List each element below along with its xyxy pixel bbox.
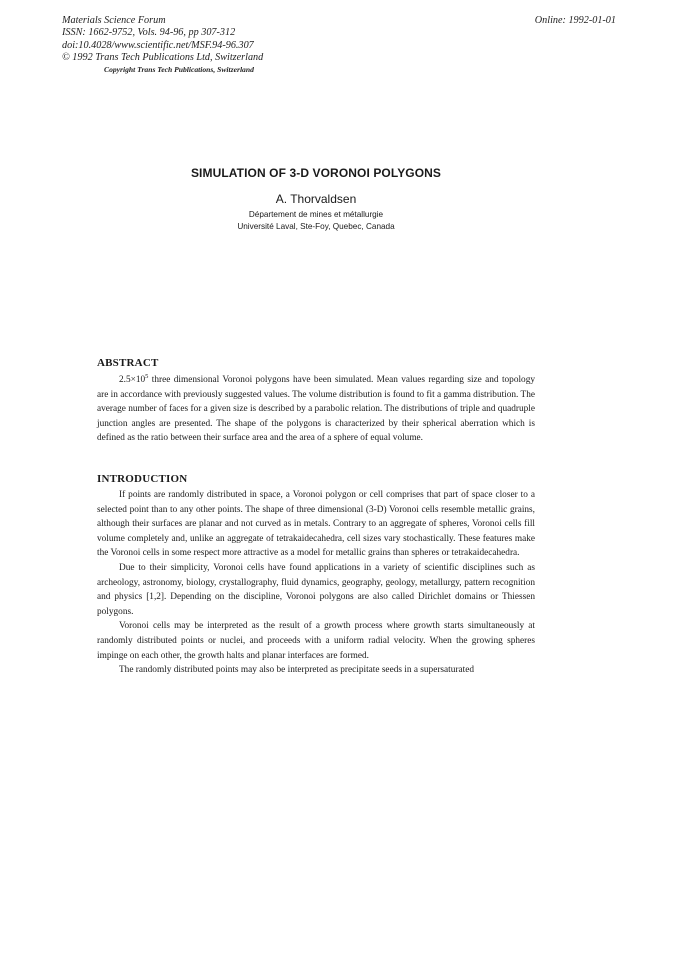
online-date: Online: 1992-01-01 — [534, 15, 616, 26]
journal-name: Materials Science Forum — [62, 15, 166, 26]
introduction-heading: INTRODUCTION — [97, 473, 188, 485]
issn-line: ISSN: 1662-9752, Vols. 94-96, pp 307-312 — [62, 27, 236, 39]
polygon-count: 2.5×10 — [119, 375, 146, 385]
affiliation-department: Département de mines et métallurgie — [248, 210, 384, 219]
intro-paragraph-1: If points are randomly distributed in space, a Voronoi polygon or cell comprises that part of space closer to a selected point than to any other points. The shape of three dimensional (3-D) Voronoi cells resemble metallic grains, although their surfaces are planar and not curved as in metals. Contrary to an aggregate of spheres, Voronoi cells fill volume completely and, unlike an aggregate of tetrakaidecahedra, cell sizes vary stochastically. These features make the Voronoi cells in some respect more attractive as a model for metallic grains than spheres or tetrakaidecahedra. — [97, 490, 535, 559]
affiliation-university: Université Laval, Ste-Foy, Quebec, Canada — [237, 221, 395, 231]
author-name: A. Thorvaldsen — [275, 192, 357, 206]
abstract-heading: ABSTRACT — [97, 357, 159, 369]
abstract-text: three dimensional Voronoi polygons have been simulated. Mean values regarding size and topology are in accordance with previously suggested values. The volume distribution is found to fit a gamma distribution. The average number of faces for a given size is described by a parabolic relation. The distributions of triple and quadruple junction angles are presented. The shape of the polygons is characterized by their spherical aberration which is defined as the ratio between their surface area and the area of a sphere of equal volume. — [97, 375, 535, 444]
abstract-body — [97, 373, 535, 446]
paper-title: SIMULATION OF 3-D VORONOI POLYGONS — [190, 166, 442, 180]
copyright-stamp: Copyright Trans Tech Publications, Switzerland — [104, 65, 254, 75]
intro-paragraph-2: Due to their simplicity, Voronoi cells have found applications in a variety of scientific disciplines such as archeology, astronomy, biology, crystallography, fluid dynamics, geography, geology, metallurgy, pattern recognition and physics [1,2]. Depending on the discipline, Voronoi polygons are also called Dirichlet domains or Thiessen polygons. — [97, 562, 535, 617]
intro-paragraph-4: The randomly distributed points may also be interpreted as precipitate seeds in a supersaturated — [119, 665, 474, 676]
copyright-line: © 1992 Trans Tech Publications Ltd, Switzerland — [62, 51, 264, 63]
affiliation — [0, 209, 632, 232]
introduction-body — [97, 488, 535, 678]
abstract-paragraph — [97, 373, 535, 446]
intro-paragraph-3: Voronoi cells may be interpreted as the result of a growth process where growth starts simultaneously at randomly distributed points or nuclei, and proceeds with a uniform radial velocity. When the growing spheres impinge on each other, the growth halts and planar interfaces are formed. — [97, 621, 535, 661]
citation-header — [62, 15, 263, 75]
doi-line[interactable]: doi:10.4028/www.scientific.net/MSF.94-96.307 — [62, 39, 254, 51]
polygon-count-exponent: 5 — [145, 372, 149, 380]
